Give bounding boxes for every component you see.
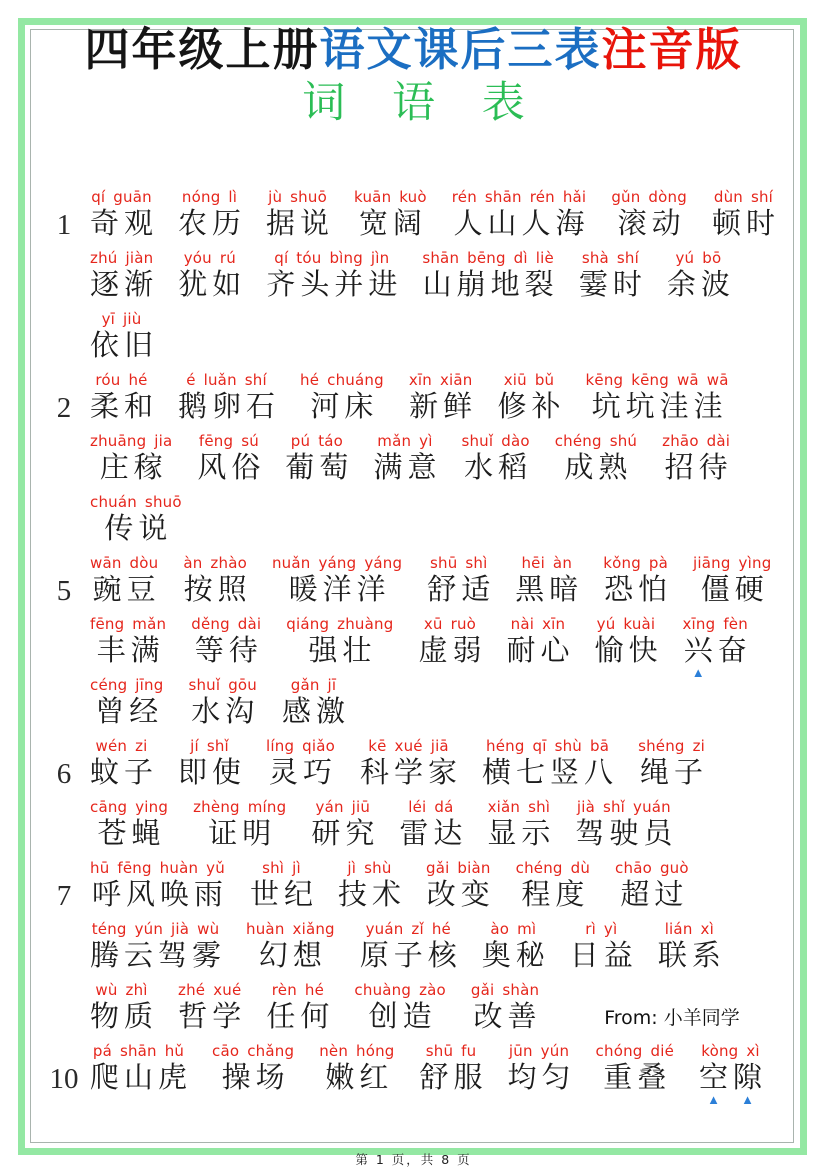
word-line-words bbox=[90, 494, 182, 547]
hanzi-word: 黑暗 bbox=[515, 574, 584, 606]
hanzi-word: 日益 bbox=[569, 940, 638, 972]
word-entry bbox=[359, 920, 462, 974]
hanzi-word: 研究 bbox=[311, 818, 380, 850]
word-entry bbox=[516, 860, 590, 913]
word-line-words bbox=[90, 1042, 768, 1107]
pinyin-label: xīng fèn bbox=[682, 615, 748, 633]
hanzi-word: 宽阔 bbox=[358, 208, 427, 240]
word-entry bbox=[285, 432, 354, 486]
pinyin-label: fēng sú bbox=[198, 432, 259, 450]
hanzi-word: 庄稼 bbox=[99, 452, 168, 484]
hanzi-word: 据说 bbox=[266, 208, 335, 240]
word-entry bbox=[300, 372, 384, 425]
page-header bbox=[0, 24, 827, 132]
pinyin-label: yuán zǐ hé bbox=[365, 920, 451, 938]
hanzi-word: 愉快 bbox=[594, 635, 663, 667]
hanzi-word: 幻想 bbox=[258, 940, 327, 972]
triangle-mark-empty bbox=[715, 666, 749, 679]
pinyin-label: huàn xiǎng bbox=[246, 920, 335, 938]
hanzi-word: 横七竖八 bbox=[482, 757, 619, 789]
word-entry bbox=[90, 433, 172, 486]
pinyin-label: gǎi biàn bbox=[425, 859, 491, 877]
word-entry bbox=[425, 859, 495, 913]
pinyin-label: kǒng pà bbox=[603, 554, 669, 572]
word-line bbox=[38, 791, 797, 852]
hanzi-word: 改善 bbox=[473, 1001, 542, 1033]
word-line-words bbox=[90, 920, 726, 974]
pinyin-label: shéng zi bbox=[638, 737, 706, 755]
word-entry bbox=[197, 432, 266, 486]
word-line-words bbox=[90, 982, 740, 1035]
pinyin-label: qí guān bbox=[91, 188, 152, 206]
word-entry bbox=[360, 737, 463, 791]
hanzi-word: 丰满 bbox=[96, 635, 165, 667]
lesson-number: 1 bbox=[56, 209, 72, 241]
pinyin-label: shū shì bbox=[429, 554, 488, 572]
word-entry bbox=[90, 737, 159, 791]
pinyin-label: zhāo dài bbox=[662, 432, 731, 450]
pinyin-label: jiāng yìng bbox=[693, 554, 772, 572]
pinyin-label: kē xué jiā bbox=[368, 737, 449, 755]
hanzi-word: 豌豆 bbox=[92, 574, 161, 606]
word-entry bbox=[555, 433, 637, 486]
hanzi-word: 曾经 bbox=[95, 696, 164, 728]
page-title bbox=[0, 24, 827, 76]
pinyin-label: chuàng zào bbox=[354, 981, 446, 999]
hanzi-word: 鹅卵石 bbox=[178, 391, 281, 423]
word-entry bbox=[487, 798, 556, 852]
hanzi-word: 葡萄 bbox=[285, 452, 354, 484]
word-entry bbox=[373, 432, 442, 486]
pinyin-label: yī jiù bbox=[101, 310, 142, 328]
word-entry bbox=[90, 920, 227, 974]
emphasis-triangle-marks bbox=[697, 1093, 765, 1106]
pinyin-label: gǔn dòng bbox=[611, 188, 687, 206]
triangle-mark-icon: ▲ bbox=[691, 665, 705, 680]
pinyin-label: nài xīn bbox=[510, 615, 566, 633]
hanzi-word: 科学家 bbox=[360, 757, 463, 789]
word-line-words bbox=[90, 737, 709, 791]
pinyin-label: shān bēng dì liè bbox=[422, 249, 554, 267]
pinyin-label: jí shǐ bbox=[190, 737, 229, 755]
pinyin-label: chéng dù bbox=[515, 859, 591, 877]
pinyin-label: téng yún jià wù bbox=[91, 920, 220, 938]
word-entry bbox=[183, 554, 252, 608]
pinyin-label: shū fu bbox=[425, 1042, 477, 1060]
word-entry bbox=[594, 615, 663, 669]
hanzi-word: 舒服 bbox=[419, 1062, 488, 1094]
hanzi-word: 修补 bbox=[497, 391, 566, 423]
pinyin-label: yán jiū bbox=[315, 798, 371, 816]
page-number-footer: 第 1 页，共 8 页 bbox=[355, 1152, 472, 1167]
pinyin-label: yú kuài bbox=[596, 615, 656, 633]
pinyin-label: nuǎn yáng yáng bbox=[271, 554, 403, 572]
hanzi-word: 恐怕 bbox=[604, 574, 673, 606]
word-line bbox=[38, 852, 797, 913]
hanzi-word: 等待 bbox=[194, 635, 263, 667]
hanzi-word: 显示 bbox=[487, 818, 556, 850]
pinyin-label: gǎn jī bbox=[290, 676, 337, 694]
pinyin-label: gǎi shàn bbox=[470, 981, 540, 999]
word-entry bbox=[422, 249, 559, 303]
word-entry bbox=[662, 432, 733, 486]
word-entry bbox=[191, 616, 261, 669]
pinyin-label: cāo chǎng bbox=[212, 1042, 295, 1060]
pinyin-label: shà shí bbox=[581, 249, 639, 267]
hanzi-word: 坑坑洼洼 bbox=[591, 391, 728, 423]
word-entry bbox=[666, 249, 735, 303]
pinyin-label: yóu rú bbox=[183, 249, 236, 267]
pinyin-label: chuán shuō bbox=[90, 493, 182, 511]
hanzi-word: 蚊子 bbox=[90, 757, 159, 789]
word-entry bbox=[481, 920, 550, 974]
hanzi-word: 均匀 bbox=[507, 1062, 576, 1094]
hanzi-word: 超过 bbox=[620, 879, 689, 911]
pinyin-label: líng qiǎo bbox=[266, 737, 336, 755]
word-entry bbox=[178, 371, 281, 425]
hanzi-word: 奇观 bbox=[90, 208, 159, 240]
word-entry bbox=[408, 371, 478, 425]
hanzi-word: 腾云驾雾 bbox=[90, 940, 227, 972]
title-subject-segment: 语文课后三表 bbox=[319, 25, 602, 75]
hanzi-word: 虚弱 bbox=[418, 635, 487, 667]
word-entry bbox=[419, 1042, 488, 1096]
hanzi-word: 雷达 bbox=[399, 818, 468, 850]
hanzi-word: 苍蝇 bbox=[97, 818, 166, 850]
word-line bbox=[38, 730, 797, 791]
hanzi-word: 操场 bbox=[221, 1062, 290, 1094]
word-entry bbox=[90, 188, 159, 242]
hanzi-word: 程度 bbox=[521, 879, 590, 911]
pinyin-label: jù shuō bbox=[268, 188, 327, 206]
title-grade-segment: 四年级上册 bbox=[84, 25, 320, 75]
word-entry bbox=[90, 677, 163, 730]
word-line-words bbox=[90, 615, 752, 680]
word-line bbox=[38, 242, 797, 303]
hanzi-word: 嫩红 bbox=[325, 1062, 394, 1094]
word-line bbox=[38, 913, 797, 974]
word-line bbox=[38, 486, 797, 547]
word-entry bbox=[266, 737, 338, 791]
hanzi-word: 联系 bbox=[657, 940, 726, 972]
pinyin-label: zhú jiàn bbox=[90, 249, 154, 267]
pinyin-label: pá shān hǔ bbox=[92, 1042, 185, 1060]
author-credit-note: From: 小羊同学 bbox=[604, 1007, 740, 1029]
pinyin-label: jūn yún bbox=[508, 1042, 570, 1060]
word-entry bbox=[90, 799, 168, 852]
pinyin-label: wù zhì bbox=[95, 981, 148, 999]
pinyin-label: é luǎn shí bbox=[186, 371, 267, 389]
hanzi-word: 证明 bbox=[208, 818, 277, 850]
pinyin-label: qí tóu bìng jìn bbox=[274, 249, 390, 267]
pinyin-label: rì yì bbox=[585, 920, 618, 938]
pinyin-label: lián xì bbox=[664, 920, 714, 938]
word-entry bbox=[693, 555, 771, 608]
title-edition-segment: 注音版 bbox=[601, 25, 743, 75]
pinyin-label: àn zhào bbox=[183, 554, 247, 572]
hanzi-word: 舒适 bbox=[427, 574, 496, 606]
lesson-number: 6 bbox=[56, 758, 72, 790]
hanzi-word: 齐头并进 bbox=[266, 269, 403, 301]
pinyin-label: zhé xué bbox=[178, 981, 242, 999]
pinyin-label: kēng kēng wā wā bbox=[585, 371, 729, 389]
hanzi-word: 感激 bbox=[282, 696, 351, 728]
pinyin-label: xiǎn shì bbox=[487, 798, 551, 816]
hanzi-word: 即使 bbox=[178, 757, 247, 789]
word-line bbox=[38, 364, 797, 425]
word-line bbox=[38, 181, 797, 242]
word-entry bbox=[699, 1042, 768, 1107]
word-entry bbox=[482, 737, 619, 791]
pinyin-label: dùn shí bbox=[713, 188, 774, 206]
word-entry bbox=[451, 188, 590, 242]
hanzi-word: 山崩地裂 bbox=[422, 269, 559, 301]
word-entry bbox=[596, 1043, 674, 1096]
word-entry bbox=[578, 249, 647, 303]
word-entry bbox=[90, 616, 166, 669]
hanzi-word: 河床 bbox=[310, 391, 379, 423]
hanzi-word: 人山人海 bbox=[453, 208, 590, 240]
hanzi-word: 原子核 bbox=[359, 940, 462, 972]
pinyin-label: wān dòu bbox=[90, 554, 159, 572]
section-title: 词 语 表 bbox=[302, 80, 543, 127]
word-entry bbox=[354, 189, 427, 242]
word-line bbox=[38, 303, 797, 364]
hanzi-word: 世纪 bbox=[249, 879, 318, 911]
word-entry bbox=[611, 189, 687, 242]
pinyin-label: xū ruò bbox=[423, 615, 477, 633]
word-entry bbox=[178, 981, 247, 1035]
hanzi-word: 耐心 bbox=[506, 635, 575, 667]
hanzi-word: 传说 bbox=[104, 513, 173, 545]
word-entry bbox=[178, 188, 247, 242]
hanzi-word: 强壮 bbox=[308, 635, 377, 667]
lesson-number: 7 bbox=[56, 880, 72, 912]
word-entry bbox=[178, 737, 247, 791]
word-entry bbox=[266, 249, 403, 303]
word-entry bbox=[272, 555, 402, 608]
word-entry bbox=[603, 554, 673, 608]
word-entry bbox=[90, 1042, 193, 1096]
word-line bbox=[38, 608, 797, 680]
hanzi-word: 物质 bbox=[90, 1001, 159, 1033]
pinyin-label: zhuāng jia bbox=[90, 432, 173, 450]
word-line-words bbox=[90, 860, 689, 913]
word-entry bbox=[249, 859, 318, 913]
word-entry bbox=[506, 615, 575, 669]
word-entry bbox=[178, 249, 247, 303]
word-entry bbox=[90, 371, 159, 425]
word-line-words bbox=[90, 432, 733, 486]
word-entry bbox=[586, 372, 729, 425]
pinyin-label: qiáng zhuàng bbox=[286, 615, 394, 633]
word-entry bbox=[266, 188, 335, 242]
word-entry bbox=[286, 616, 393, 669]
pinyin-label: céng jīng bbox=[90, 676, 164, 694]
word-entry bbox=[569, 920, 638, 974]
word-entry bbox=[90, 310, 159, 364]
pinyin-label: jì shù bbox=[347, 859, 392, 877]
word-entry bbox=[682, 615, 752, 680]
pinyin-label: ào mì bbox=[490, 920, 537, 938]
pinyin-label: rén shān rén hǎi bbox=[451, 188, 587, 206]
hanzi-word: 暖洋洋 bbox=[288, 574, 391, 606]
hanzi-word: 驾驶员 bbox=[575, 818, 678, 850]
hanzi-word: 改变 bbox=[426, 879, 495, 911]
hanzi-word: 水沟 bbox=[191, 696, 260, 728]
pinyin-label: kòng xì bbox=[701, 1042, 760, 1060]
hanzi-word: 哲学 bbox=[178, 1001, 247, 1033]
hanzi-word: 犹如 bbox=[178, 269, 247, 301]
pinyin-label: xīn xiān bbox=[408, 371, 473, 389]
word-line-words bbox=[90, 676, 351, 730]
word-entry bbox=[470, 981, 542, 1035]
word-entry bbox=[354, 982, 446, 1035]
triangle-mark-icon: ▲ bbox=[741, 1092, 754, 1107]
hanzi-word: 余波 bbox=[666, 269, 735, 301]
word-entry bbox=[90, 554, 161, 608]
word-entry bbox=[515, 554, 584, 608]
hanzi-word: 重叠 bbox=[603, 1062, 672, 1094]
word-entry bbox=[615, 860, 689, 913]
pinyin-label: rèn hé bbox=[271, 981, 325, 999]
pinyin-label: mǎn yì bbox=[377, 432, 433, 450]
pinyin-label: yú bō bbox=[675, 249, 722, 267]
hanzi-word: 爬山虎 bbox=[90, 1062, 193, 1094]
hanzi-word: 新鲜 bbox=[409, 391, 478, 423]
word-entry bbox=[657, 920, 726, 974]
word-entry bbox=[311, 798, 380, 852]
hanzi-word: 霎时 bbox=[578, 269, 647, 301]
word-entry bbox=[418, 615, 487, 669]
pinyin-label: chóng dié bbox=[595, 1042, 674, 1060]
triangle-mark-icon: ▲ bbox=[707, 1092, 720, 1107]
word-entry bbox=[90, 249, 159, 303]
pinyin-label: róu hé bbox=[95, 371, 148, 389]
pinyin-label: hé chuáng bbox=[300, 371, 384, 389]
pinyin-label: fēng mǎn bbox=[90, 615, 167, 633]
hanzi-word: 水稻 bbox=[464, 452, 533, 484]
word-line-words bbox=[90, 555, 771, 608]
hanzi-word: 逐渐 bbox=[90, 269, 159, 301]
hanzi-word: 呼风唤雨 bbox=[91, 879, 228, 911]
hanzi-word: 成熟 bbox=[564, 452, 633, 484]
word-entry bbox=[337, 859, 406, 913]
pinyin-label: kuān kuò bbox=[354, 188, 427, 206]
hanzi-word: 农历 bbox=[178, 208, 247, 240]
pinyin-label: héng qī shù bā bbox=[486, 737, 610, 755]
hanzi-word: 柔和 bbox=[90, 391, 159, 423]
word-line-words bbox=[90, 310, 159, 364]
emphasis-triangle-marks bbox=[681, 666, 749, 679]
word-entry bbox=[427, 554, 496, 608]
word-entry bbox=[212, 1043, 294, 1096]
pinyin-label: shì jì bbox=[262, 859, 301, 877]
word-line bbox=[38, 547, 797, 608]
hanzi-word: 依旧 bbox=[90, 330, 159, 362]
word-line bbox=[38, 425, 797, 486]
hanzi-word: 按照 bbox=[183, 574, 252, 606]
word-line bbox=[38, 1035, 797, 1107]
hanzi-word: 滚动 bbox=[617, 208, 686, 240]
word-entry bbox=[188, 676, 260, 730]
word-entry bbox=[461, 432, 533, 486]
word-entry bbox=[575, 798, 678, 852]
pinyin-label: děng dài bbox=[191, 615, 262, 633]
pinyin-label: pú táo bbox=[290, 432, 344, 450]
lesson-number: 5 bbox=[56, 575, 72, 607]
word-line-words bbox=[90, 188, 780, 242]
word-line-words bbox=[90, 372, 729, 425]
word-entry bbox=[497, 371, 566, 425]
pinyin-label: shuǐ gōu bbox=[188, 676, 258, 694]
pinyin-label: xiū bǔ bbox=[503, 371, 555, 389]
word-entry bbox=[507, 1042, 576, 1096]
pinyin-label: chāo guò bbox=[615, 859, 689, 877]
pinyin-label: cāng ying bbox=[90, 798, 169, 816]
pinyin-label: nóng lì bbox=[181, 188, 238, 206]
word-line-words bbox=[90, 249, 735, 303]
pinyin-label: hēi àn bbox=[521, 554, 573, 572]
word-entry bbox=[193, 799, 286, 852]
pinyin-label: shuǐ dào bbox=[461, 432, 530, 450]
word-entry bbox=[638, 737, 709, 791]
word-entry bbox=[266, 981, 335, 1035]
pinyin-label: zhèng míng bbox=[193, 798, 287, 816]
hanzi-word: 绳子 bbox=[640, 757, 709, 789]
word-entry bbox=[319, 1043, 394, 1096]
word-entry bbox=[90, 859, 228, 913]
lesson-number: 10 bbox=[49, 1063, 79, 1095]
hanzi-word: 满意 bbox=[373, 452, 442, 484]
hanzi-word: 空隙 bbox=[699, 1062, 768, 1094]
hanzi-word: 灵巧 bbox=[269, 757, 338, 789]
word-line bbox=[38, 974, 797, 1035]
pinyin-label: chéng shú bbox=[554, 432, 638, 450]
word-entry bbox=[711, 188, 780, 242]
hanzi-word: 任何 bbox=[266, 1001, 335, 1033]
hanzi-word: 技术 bbox=[337, 879, 406, 911]
hanzi-word: 僵硬 bbox=[700, 574, 769, 606]
word-entry bbox=[282, 676, 351, 730]
word-entry bbox=[399, 798, 468, 852]
word-groups bbox=[38, 181, 797, 1107]
word-entry bbox=[90, 981, 159, 1035]
hanzi-word: 奥秘 bbox=[481, 940, 550, 972]
pinyin-label: hū fēng huàn yǔ bbox=[90, 859, 225, 877]
hanzi-word: 兴奋 bbox=[683, 635, 752, 667]
hanzi-word: 顿时 bbox=[711, 208, 780, 240]
pinyin-label: wén zi bbox=[95, 737, 148, 755]
lesson-number: 2 bbox=[56, 392, 72, 424]
pinyin-label: nèn hóng bbox=[319, 1042, 395, 1060]
word-entry bbox=[90, 494, 182, 547]
hanzi-word: 风俗 bbox=[197, 452, 266, 484]
hanzi-word: 招待 bbox=[664, 452, 733, 484]
pinyin-label: léi dá bbox=[408, 798, 454, 816]
word-line-words bbox=[90, 798, 678, 852]
word-entry bbox=[246, 921, 335, 974]
pinyin-label: jià shǐ yuán bbox=[576, 798, 671, 816]
hanzi-word: 创造 bbox=[368, 1001, 437, 1033]
